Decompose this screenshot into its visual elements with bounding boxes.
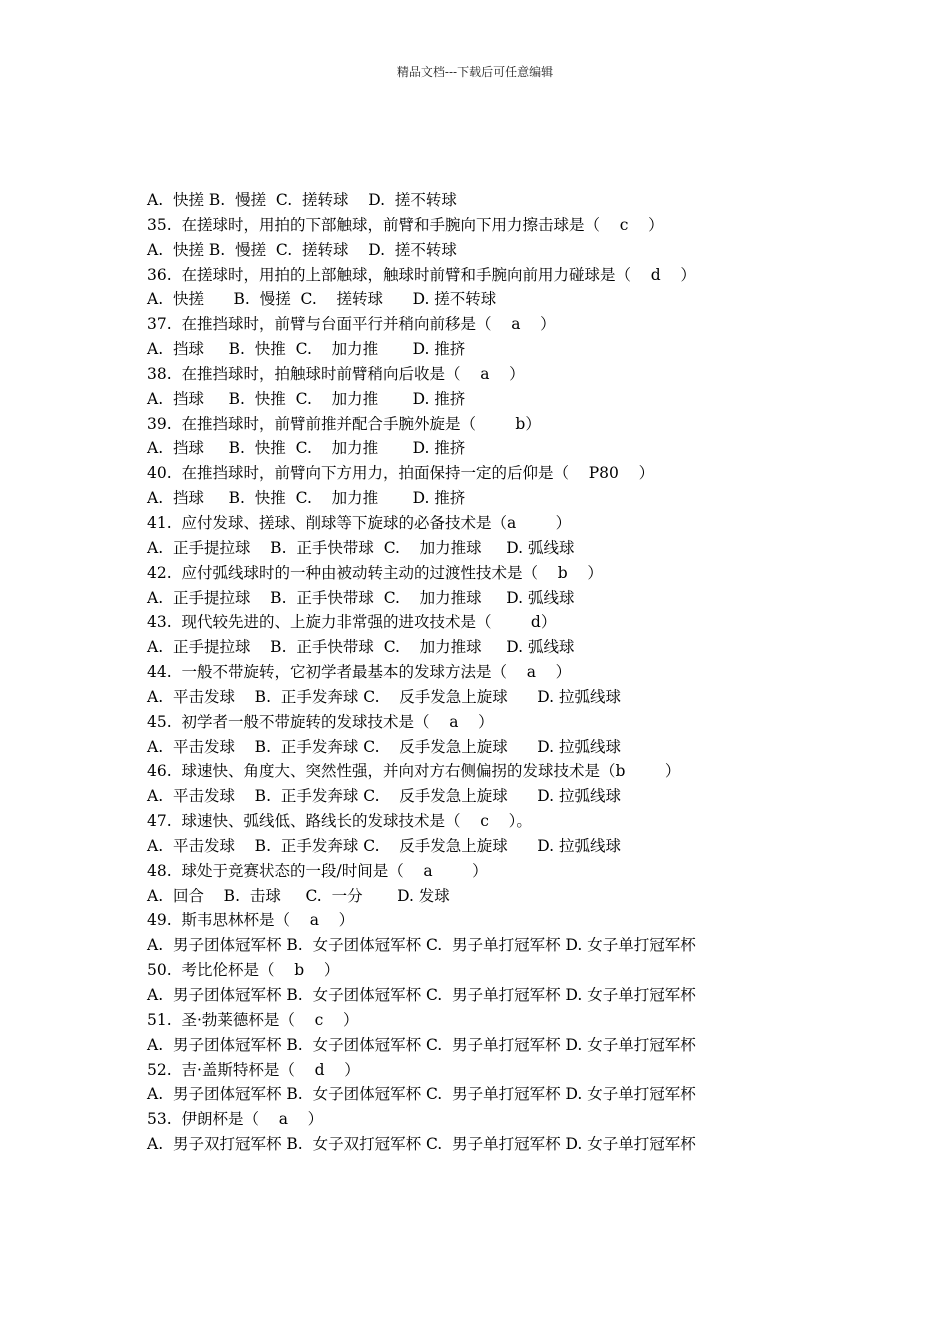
question-50: 50. 考比伦杯是（ b ） <box>147 961 340 980</box>
question-42: 42. 应付弧线球时的一种由被动转主动的过渡性技术是（ b ） <box>147 563 603 582</box>
options-line: A. 男子团体冠军杯 B. 女子团体冠军杯 C. 男子单打冠军杯 D. 女子单打冠军杯 <box>147 1085 696 1104</box>
question-47: 47. 球速快、弧线低、路线长的发球技术是（ c ）。 <box>147 812 532 831</box>
question-39: 39. 在推挡球时，前臂前推并配合手腕外旋是（ b） <box>147 414 541 433</box>
options-line: A. 挡球 B. 快推 C. 加力推 D. 推挤 <box>147 340 466 359</box>
options-line: A. 正手提拉球 B. 正手快带球 C. 加力推球 D. 弧线球 <box>147 588 575 607</box>
question-43: 43. 现代较先进的、上旋力非常强的进攻技术是（ d） <box>147 613 557 632</box>
question-51: 51. 圣·勃莱德杯是（ c ） <box>147 1010 359 1029</box>
options-line: A. 男子双打冠军杯 B. 女子双打冠军杯 C. 男子单打冠军杯 D. 女子单打冠军杯 <box>147 1135 696 1154</box>
options-line: A. 平击发球 B. 正手发奔球 C. 反手发急上旋球 D. 拉弧线球 <box>147 787 622 806</box>
options-line: A. 挡球 B. 快推 C. 加力推 D. 推挤 <box>147 439 466 458</box>
question-41: 41. 应付发球、搓球、削球等下旋球的必备技术是（a ） <box>147 513 572 532</box>
question-40: 40. 在推挡球时，前臂向下方用力，拍面保持一定的后仰是（ P80 ） <box>147 464 655 483</box>
question-45: 45. 初学者一般不带旋转的发球技术是（ a ） <box>147 712 494 731</box>
question-46: 46. 球速快、角度大、突然性强，并向对方右侧偏拐的发球技术是（b ） <box>147 762 681 781</box>
question-36: 36. 在搓球时，用拍的上部触球，触球时前臂和手腕向前用力碰球是（ d ） <box>147 265 696 284</box>
options-line: A. 平击发球 B. 正手发奔球 C. 反手发急上旋球 D. 拉弧线球 <box>147 836 622 855</box>
options-line: A. 男子团体冠军杯 B. 女子团体冠军杯 C. 男子单打冠军杯 D. 女子单打冠军杯 <box>147 986 696 1004</box>
question-list <box>147 188 787 1157</box>
options-line: A. 正手提拉球 B. 正手快带球 C. 加力推球 D. 弧线球 <box>147 638 575 657</box>
options-line: A. 回合 B. 击球 C. 一分 D. 发球 <box>147 886 450 905</box>
options-line: A. 挡球 B. 快推 C. 加力推 D. 推挤 <box>147 389 466 408</box>
options-line: A. 男子团体冠军杯 B. 女子团体冠军杯 C. 男子单打冠军杯 D. 女子单打冠军杯 <box>147 936 696 955</box>
question-35: 35. 在搓球时，用拍的下部触球，前臂和手腕向下用力擦击球是（ c ） <box>147 215 664 234</box>
question-49: 49. 斯韦思林杯是（ a ） <box>147 911 355 930</box>
options-line: A. 挡球 B. 快推 C. 加力推 D. 推挤 <box>147 489 466 508</box>
options-line: A. 快搓 B. 慢搓 C. 搓转球 D. 搓不转球 <box>147 191 457 209</box>
options-line: A. 男子团体冠军杯 B. 女子团体冠军杯 C. 男子单打冠军杯 D. 女子单打冠军杯 <box>147 1035 696 1054</box>
question-48: 48. 球处于竞赛状态的一段/时间是（ a ） <box>147 861 488 880</box>
options-line: A. 快搓 B. 慢搓 C. 搓转球 D. 搓不转球 <box>147 240 457 259</box>
question-53: 53. 伊朗杯是（ a ） <box>147 1110 324 1129</box>
options-line: A. 正手提拉球 B. 正手快带球 C. 加力推球 D. 弧线球 <box>147 538 575 557</box>
page-header: 精品文档---下载后可任意编辑 <box>396 65 554 79</box>
options-line: A. 快搓 B. 慢搓 C. 搓转球 D. 搓不转球 <box>147 290 497 309</box>
options-line: A. 平击发球 B. 正手发奔球 C. 反手发急上旋球 D. 拉弧线球 <box>147 687 622 706</box>
question-38: 38. 在推挡球时，拍触球时前臂稍向后收是（ a ） <box>147 364 525 383</box>
question-37: 37. 在推挡球时，前臂与台面平行并稍向前移是（ a ） <box>147 315 556 334</box>
options-line: A. 平击发球 B. 正手发奔球 C. 反手发急上旋球 D. 拉弧线球 <box>147 737 622 756</box>
question-44: 44. 一般不带旋转，它初学者最基本的发球方法是（ a ） <box>147 663 572 682</box>
question-52: 52. 吉·盖斯特杯是（ d ） <box>147 1060 360 1079</box>
